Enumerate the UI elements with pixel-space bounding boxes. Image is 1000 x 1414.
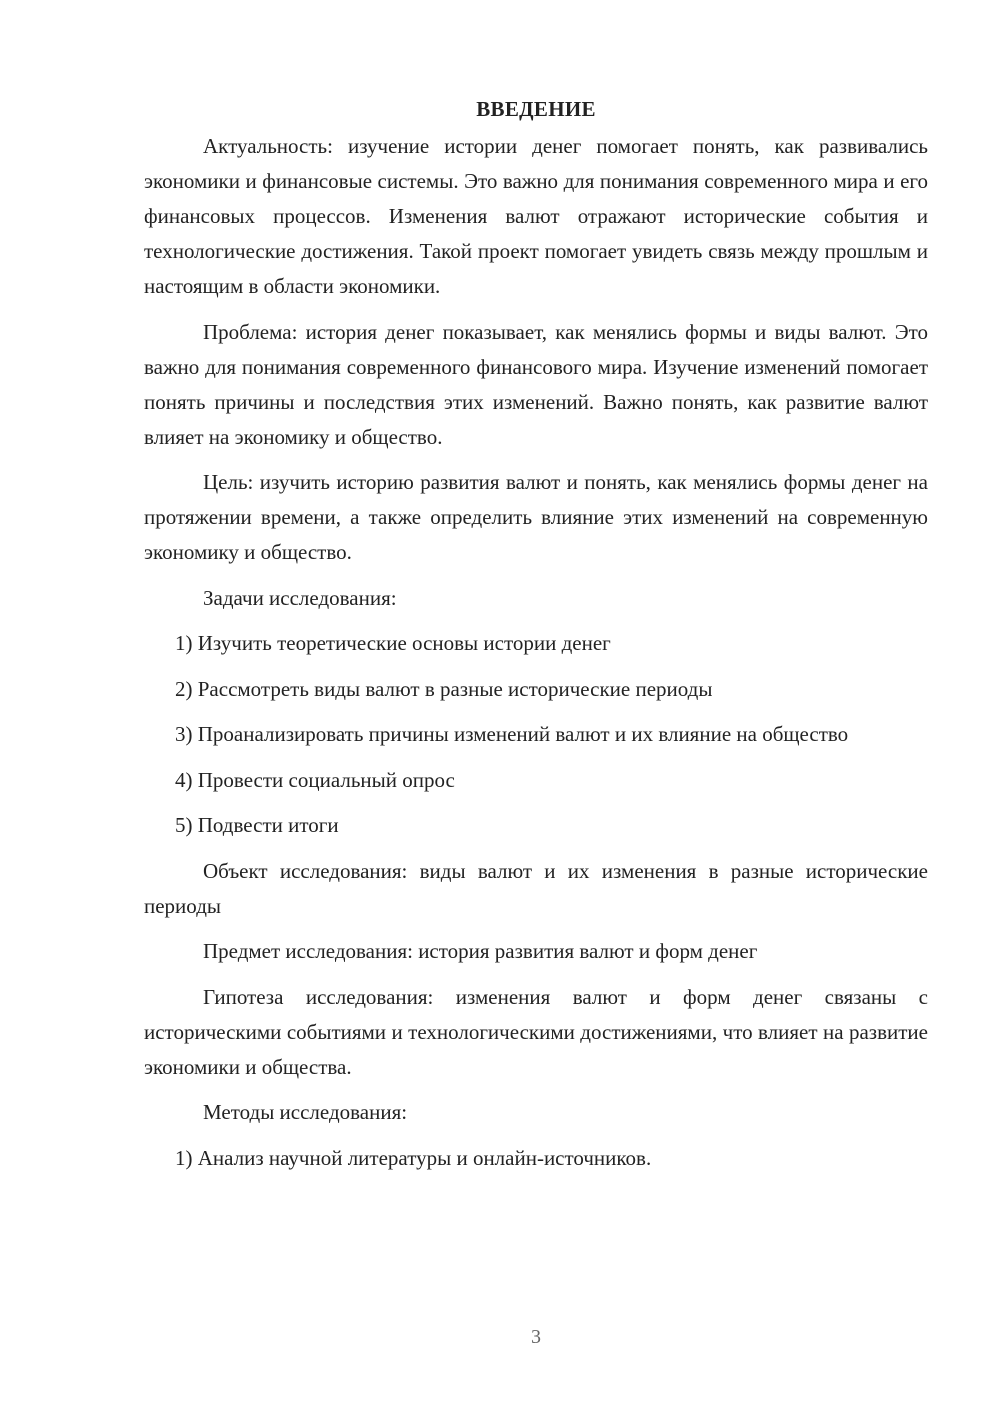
document-page (144, 92, 928, 1186)
paragraph-subject: Предмет исследования: история развития валют и форм денег (203, 939, 758, 963)
methods-heading: Методы исследования: (203, 1100, 408, 1124)
tasks-heading: Задачи исследования: (203, 585, 397, 610)
paragraph-hypothesis: Гипотеза исследования: изменения валют и форм денег связаны с историческими событиями и технологическими достижениями, что влияет на развитие экономики и общества. (144, 984, 928, 1079)
task-item-3: 3) Проанализировать причины изменений валют и их влияние на общество (175, 722, 849, 746)
page-title: ВВЕДЕНИЕ (476, 97, 596, 121)
paragraph-goal: Цель: изучить историю развития валют и понять, как менялись формы денег на протяжении времени, а также определить влияние этих изменений на современную экономику и общество. (144, 470, 928, 564)
task-item-2: 2) Рассмотреть виды валют в разные исторические периоды (175, 676, 713, 701)
task-item-5: 5) Подвести итоги (175, 813, 339, 837)
paragraph-relevance: Актуальность: изучение истории денег помогает понять, как развивались экономики и финансовые системы. Это важно для понимания современного мира и его финансовых процессов. Изменения валют отражают исторические события и технологические достижения. Такой проект помогает увидеть связь между прошлым и настоящим в области экономики. (144, 134, 928, 298)
method-item-1: 1) Анализ научной литературы и онлайн-источников. (175, 1145, 652, 1170)
task-item-1: 1) Изучить теоретические основы истории денег (175, 631, 611, 655)
task-item-4: 4) Провести социальный опрос (175, 767, 455, 792)
paragraph-problem: Проблема: история денег показывает, как менялись формы и виды валют. Это важно для понимания современного финансового мира. Изучение изменений помогает понять причины и последствия этих изменений. Важно понять, как развитие валют влияет на экономику и общество. (144, 319, 928, 449)
paragraph-object: Объект исследования: виды валют и их изменения в разные исторические периоды (144, 858, 928, 918)
page-number: 3 (531, 1326, 541, 1348)
